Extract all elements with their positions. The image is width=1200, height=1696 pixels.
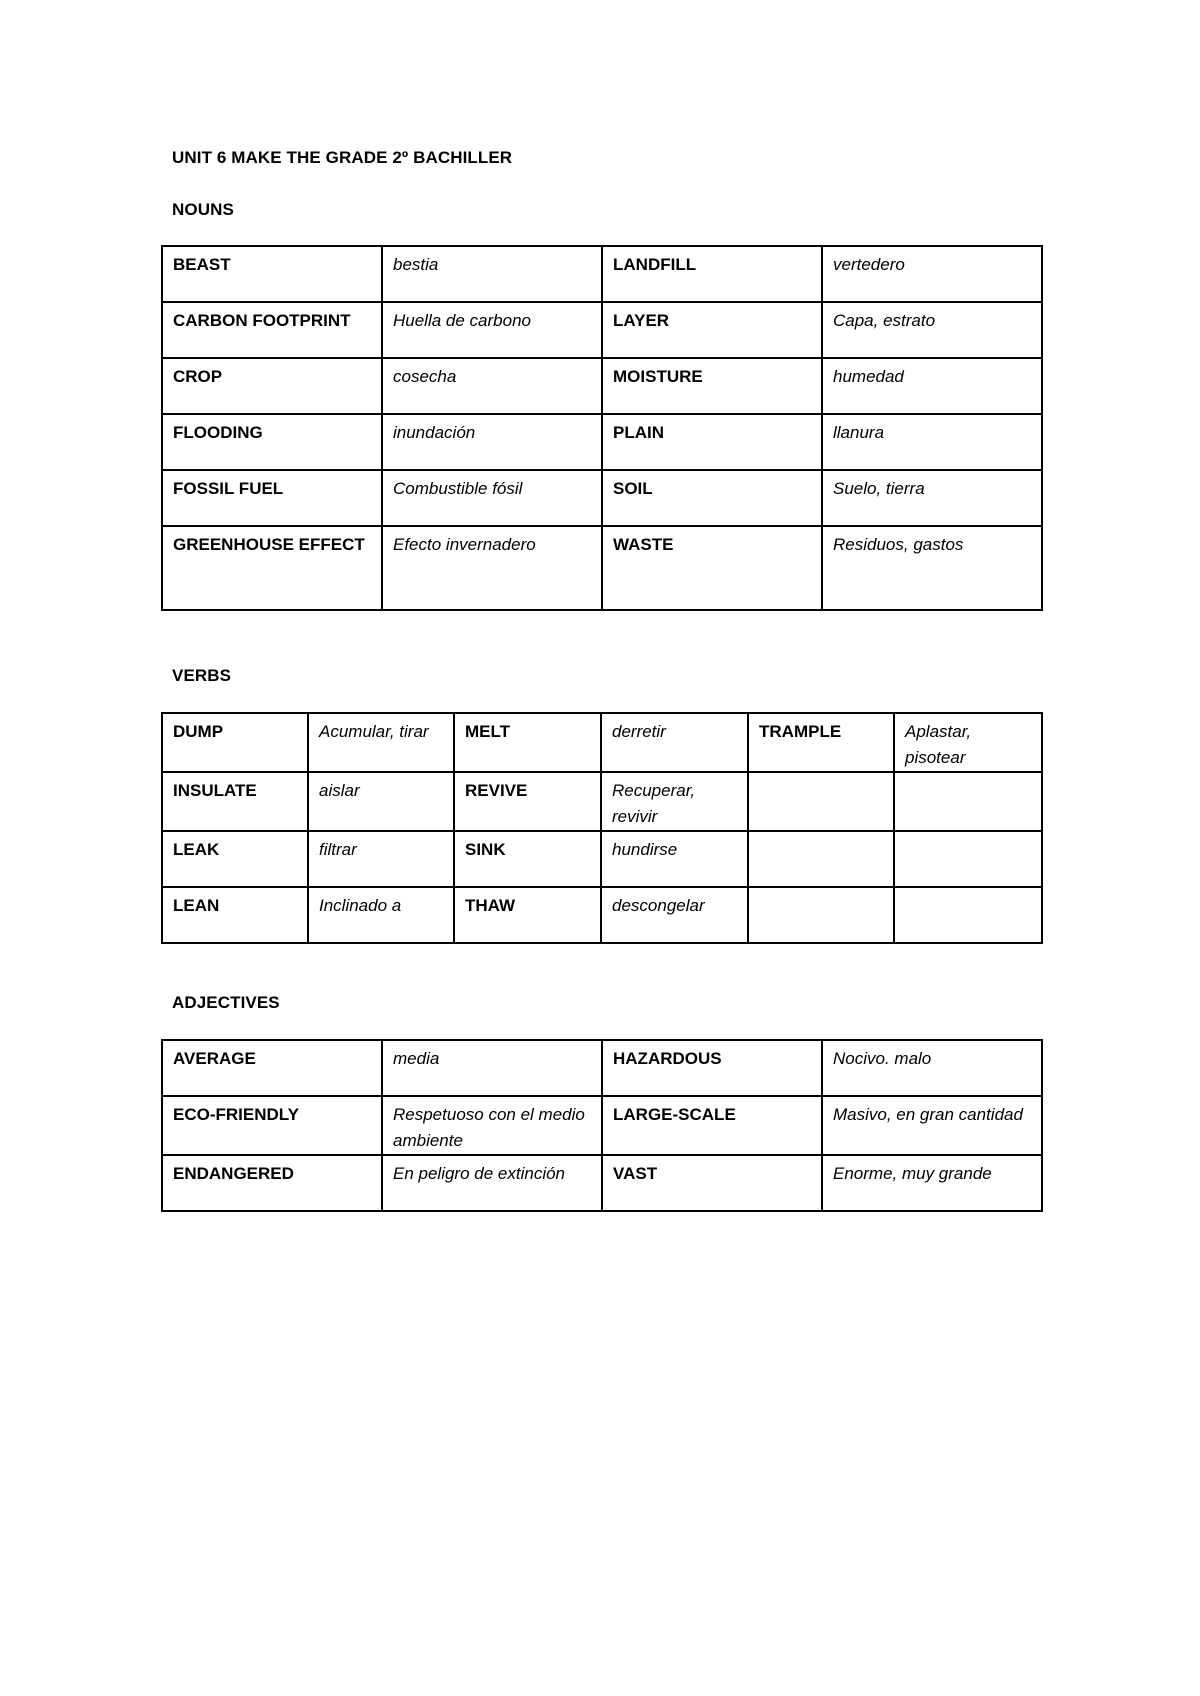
term-cell: CROP — [162, 358, 382, 414]
table-row — [162, 246, 1042, 302]
term-cell: ENDANGERED — [162, 1155, 382, 1211]
translation-cell: vertedero — [822, 246, 1042, 302]
term-cell: HAZARDOUS — [602, 1040, 822, 1096]
empty-cell — [748, 831, 894, 887]
translation-cell: Residuos, gastos — [822, 526, 1042, 610]
translation-cell: Acumular, tirar — [308, 713, 454, 772]
table-row — [162, 470, 1042, 526]
page-title: UNIT 6 MAKE THE GRADE 2º BACHILLER — [172, 148, 513, 167]
empty-cell — [748, 887, 894, 943]
term-cell: INSULATE — [162, 772, 308, 831]
term-cell: LEAN — [162, 887, 308, 943]
term-cell: LAYER — [602, 302, 822, 358]
empty-cell — [748, 772, 894, 831]
term-cell: THAW — [454, 887, 601, 943]
translation-cell: cosecha — [382, 358, 602, 414]
translation-cell: Inclinado a — [308, 887, 454, 943]
nouns-heading: NOUNS — [172, 200, 234, 219]
term-cell: FOSSIL FUEL — [162, 470, 382, 526]
translation-cell: Combustible fósil — [382, 470, 602, 526]
empty-cell — [894, 831, 1042, 887]
table-row — [162, 526, 1042, 610]
translation-cell: hundirse — [601, 831, 748, 887]
translation-cell: derretir — [601, 713, 748, 772]
translation-cell: bestia — [382, 246, 602, 302]
nouns-table — [161, 245, 1043, 611]
term-cell: PLAIN — [602, 414, 822, 470]
empty-cell — [894, 887, 1042, 943]
table-row — [162, 414, 1042, 470]
term-cell: REVIVE — [454, 772, 601, 831]
term-cell: LANDFILL — [602, 246, 822, 302]
translation-cell: Recuperar, revivir — [601, 772, 748, 831]
term-cell: SOIL — [602, 470, 822, 526]
translation-cell: Efecto invernadero — [382, 526, 602, 610]
term-cell: LEAK — [162, 831, 308, 887]
term-cell: LARGE-SCALE — [602, 1096, 822, 1155]
translation-cell: filtrar — [308, 831, 454, 887]
term-cell: TRAMPLE — [748, 713, 894, 772]
translation-cell: Suelo, tierra — [822, 470, 1042, 526]
empty-cell — [894, 772, 1042, 831]
adjectives-table — [161, 1039, 1043, 1212]
translation-cell: aislar — [308, 772, 454, 831]
term-cell: WASTE — [602, 526, 822, 610]
translation-cell: En peligro de extinción — [382, 1155, 602, 1211]
table-row — [162, 713, 1042, 772]
translation-cell: Enorme, muy grande — [822, 1155, 1042, 1211]
translation-cell: Capa, estrato — [822, 302, 1042, 358]
translation-cell: Respetuoso con el medio ambiente — [382, 1096, 602, 1155]
term-cell: GREENHOUSE EFFECT — [162, 526, 382, 610]
table-row — [162, 1040, 1042, 1096]
term-cell: MOISTURE — [602, 358, 822, 414]
translation-cell: Huella de carbono — [382, 302, 602, 358]
translation-cell: Nocivo. malo — [822, 1040, 1042, 1096]
translation-cell: llanura — [822, 414, 1042, 470]
translation-cell: media — [382, 1040, 602, 1096]
table-row — [162, 772, 1042, 831]
adjectives-heading: ADJECTIVES — [172, 993, 280, 1012]
table-row — [162, 1155, 1042, 1211]
verbs-heading: VERBS — [172, 666, 232, 685]
translation-cell: humedad — [822, 358, 1042, 414]
translation-cell: descongelar — [601, 887, 748, 943]
table-row — [162, 887, 1042, 943]
term-cell: BEAST — [162, 246, 382, 302]
term-cell: DUMP — [162, 713, 308, 772]
verbs-table — [161, 712, 1043, 944]
translation-cell: Aplastar, pisotear — [894, 713, 1042, 772]
table-row — [162, 831, 1042, 887]
table-row — [162, 358, 1042, 414]
term-cell: ECO-FRIENDLY — [162, 1096, 382, 1155]
table-row — [162, 302, 1042, 358]
term-cell: FLOODING — [162, 414, 382, 470]
term-cell: VAST — [602, 1155, 822, 1211]
term-cell: SINK — [454, 831, 601, 887]
term-cell: CARBON FOOTPRINT — [162, 302, 382, 358]
term-cell: MELT — [454, 713, 601, 772]
term-cell: AVERAGE — [162, 1040, 382, 1096]
table-row — [162, 1096, 1042, 1155]
translation-cell: Masivo, en gran cantidad — [822, 1096, 1042, 1155]
translation-cell: inundación — [382, 414, 602, 470]
